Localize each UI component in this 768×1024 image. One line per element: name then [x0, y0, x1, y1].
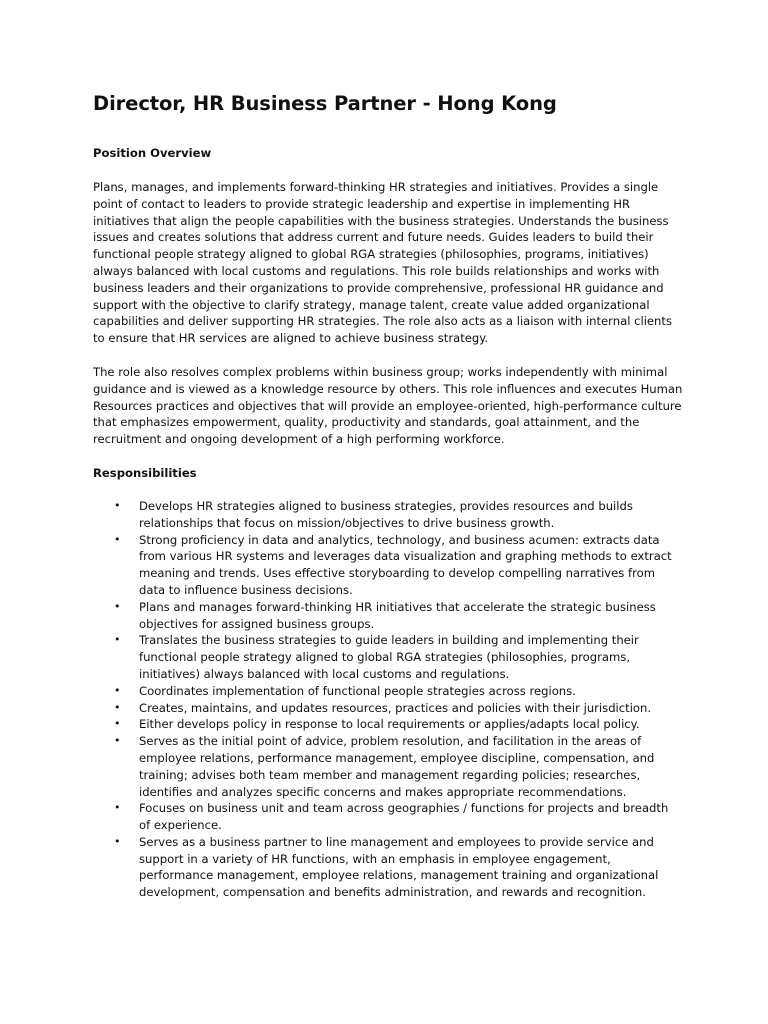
bullet-icon: • — [114, 683, 121, 697]
responsibilities-list — [93, 498, 683, 901]
list-item — [93, 834, 683, 901]
list-item — [93, 716, 683, 733]
overview-paragraph-1: Plans, manages, and implements forward-thinking HR strategies and initiatives. Provides a single point of contact to leaders to provide strategic leadership and expertise in implementing HR initiatives that align the people capabilities with the business strategies. Understands the business issues and creates solutions that address current and future needs. Guides leaders to build their functional people strategy aligned to global RGA strategies (philosophies, programs, initiatives) always balanced with local customs and regulations. This role builds relationships and works with business leaders and their organizations to provide comprehensive, professional HR guidance and support with the objective to clarify strategy, manage talent, create value added organizational capabilities and deliver supporting HR strategies. The role also acts as a liaison with internal clients to ensure that HR services are aligned to achieve business strategy. — [93, 180, 672, 346]
list-item-text: Strong proficiency in data and analytics, technology, and business acumen: extracts data from various HR systems and leverages data visualization and graphing methods to extract meaning and trends. Uses effective storyboarding to develop compelling narratives from data to influence business decisions. — [139, 532, 672, 597]
bullet-icon: • — [114, 717, 121, 731]
list-item — [93, 733, 683, 800]
bullet-icon: • — [114, 834, 121, 848]
overview-paragraph-2: The role also resolves complex problems within business group; works independently with minimal guidance and is viewed as a knowledge resource by others. This role influences and executes Human Resources practices and objectives that will provide an employee-oriented, high-performance culture that emphasizes empowerment, quality, productivity and standards, goal attainment, and the recruitment and ongoing development of a high performing workforce. — [93, 364, 683, 447]
list-item-text: Develops HR strategies aligned to business strategies, provides resources and builds relationships that focus on mission/objectives to drive business growth. — [139, 498, 633, 530]
bullet-icon: • — [114, 532, 121, 546]
list-item — [93, 683, 683, 700]
list-item-text: Either develops policy in response to local requirements or applies/adapts local policy. — [139, 717, 640, 732]
document-title: Director, HR Business Partner - Hong Kong — [93, 92, 557, 115]
list-item-text: Focuses on business unit and team across geographies / functions for projects and breadth of experience. — [139, 801, 669, 833]
bullet-icon: • — [114, 633, 121, 647]
list-item-text: Coordinates implementation of functional people strategies across regions. — [139, 683, 576, 698]
list-item — [93, 599, 683, 633]
list-item-text: Serves as the initial point of advice, problem resolution, and facilitation in the areas of employee relations, performance management, employee discipline, compensation, and training; advises both team member and management regarding policies; researches, identifies and analyzes specific concerns and makes appropriate recommendations. — [139, 734, 655, 799]
responsibilities-heading: Responsibilities — [93, 465, 197, 480]
position-overview-heading: Position Overview — [93, 146, 212, 160]
bullet-icon: • — [114, 599, 121, 613]
bullet-icon: • — [114, 700, 121, 714]
list-item-text: Serves as a business partner to line management and employees to provide service and support in a variety of HR functions, with an emphasis in employee engagement, performance management, employee relations, management training and organizational development, compensation and benefits administration, and rewards and recognition. — [139, 834, 659, 900]
list-item — [93, 800, 683, 834]
list-item-text: Creates, maintains, and updates resources, practices and policies with their jurisdiction. — [139, 700, 652, 715]
bullet-icon: • — [114, 801, 121, 815]
list-item — [93, 632, 683, 682]
bullet-icon: • — [114, 734, 121, 748]
document-page — [93, 90, 683, 901]
list-item — [93, 700, 683, 717]
list-item-text: Translates the business strategies to guide leaders in building and implementing their functional people strategy aligned to global RGA strategies (philosophies, programs, initiatives) always balanced with local customs and regulations. — [139, 633, 639, 681]
bullet-icon: • — [114, 498, 121, 512]
list-item — [93, 532, 683, 599]
list-item — [93, 498, 683, 532]
list-item-text: Plans and manages forward-thinking HR initiatives that accelerate the strategic business objectives for assigned business groups. — [139, 599, 656, 631]
